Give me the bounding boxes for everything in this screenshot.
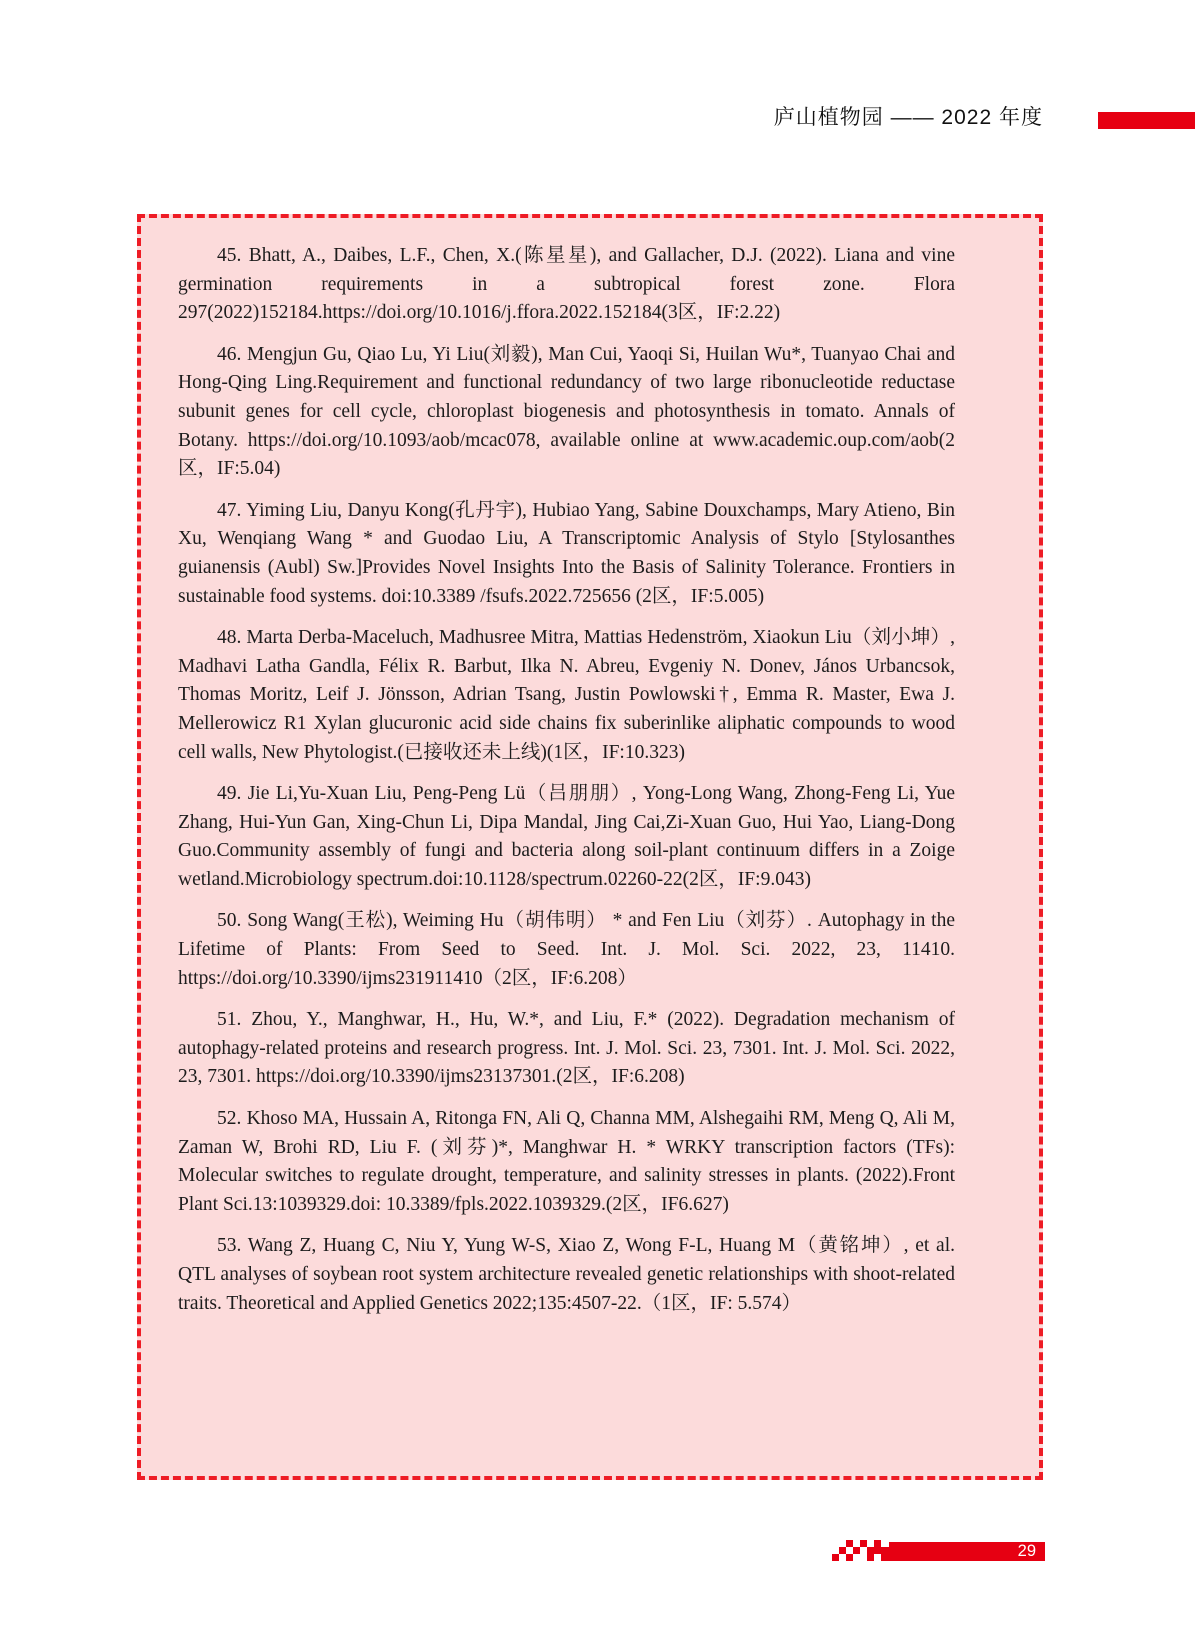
reference-item-49: 49. Jie Li,Yu-Xuan Liu, Peng-Peng Lü（吕朋朋）, Yong-Long Wang, Zhong-Feng Li, Yue Zhang, Hui-Yun Gan, Xing-Chun Li, Dipa Mandal, Jing Cai,Zi-Xuan Guo, Hui Yao, Liang-Dong Guo.Community assembly of fungi and bacteria along soil-plant continuum differs in a Zoige wetland.Microbiology spectrum.doi:10.1128/spectrum.02260-22(2区，IF:9.043) [178, 783, 955, 890]
reference-item-48: 48. Marta Derba-Maceluch, Madhusree Mitra, Mattias Hedenström, Xiaokun Liu（刘小坤）, Madhavi Latha Gandla, Félix R. Barbut, Ilka N. Abreu, Evgeniy N. Donev, János Urbancsok, Thomas Moritz, Leif J. Jönsson, Adrian Tsang, Justin Powlowski†, Emma R. Master, Ewa J. Mellerowicz R1 Xylan glucuronic acid side chains fix suberinlike aliphatic compounds to wood cell walls, New Phytologist.(已接收还未上线)(1区，IF:10.323) [178, 627, 955, 763]
reference-item-46: 46. Mengjun Gu, Qiao Lu, Yi Liu(刘毅), Man Cui, Yaoqi Si, Huilan Wu*, Tuanyao Chai and Hong-Qing Ling.Requirement and functional redundancy of two large ribonucleotide reductase subunit genes for cell cycle, chloroplast biogenesis and photosynthesis in tomato. Annals of Botany. https://doi.org/10.1093/aob/mcac078, available online at www.academic.oup.com/aob(2区，IF:5.04) [178, 343, 955, 480]
page-number-bar [889, 1542, 1045, 1561]
reference-item-50: 50. Song Wang(王松), Weiming Hu（胡伟明） * and Fen Liu（刘芬）. Autophagy in the Lifetime of Plants: From Seed to Seed. Int. J. Mol. Sci. 2022, 23, 11410. https://doi.org/10.3390/ijms231911410（2区，IF:6.208） [178, 910, 955, 989]
publication-list-panel [137, 214, 1043, 1480]
reference-item-52: 52. Khoso MA, Hussain A, Ritonga FN, Ali Q, Channa MM, Alshegaihi RM, Meng Q, Ali M, Zaman W, Brohi RD, Liu F. (刘芬)*, Manghwar H. * WRKY transcription factors (TFs): Molecular switches to regulate drought, temperature, and salinity stresses in plants. (2022).Front Plant Sci.13:1039329.doi: 10.3389/fpls.2022.1039329.(2区，IF6.627) [178, 1108, 955, 1215]
pixel-mosaic-icon [832, 1540, 889, 1562]
header-title: 庐山植物园 —— 2022 年度 [773, 106, 1043, 129]
header-red-bar [1098, 112, 1195, 129]
page-number: 29 [1017, 1542, 1036, 1560]
page-footer [0, 1538, 1200, 1566]
reference-item-45: 45. Bhatt, A., Daibes, L.F., Chen, X.(陈星星), and Gallacher, D.J. (2022). Liana and vine germination requirements in a subtropical forest zone. Flora 297(2022)152184.https://doi.org/10.1016/j.ffora.2022.152184(3区，IF:2.22) [178, 245, 955, 324]
reference-item-53: 53. Wang Z, Huang C, Niu Y, Yung W-S, Xiao Z, Wong F-L, Huang M（黄铭坤）, et al. QTL analyses of soybean root system architecture revealed genetic relationships with shoot-related traits. Theoretical and Applied Genetics 2022;135:4507-22.（1区，IF: 5.574） [178, 1235, 955, 1314]
reference-item-47: 47. Yiming Liu, Danyu Kong(孔丹宇), Hubiao Yang, Sabine Douxchamps, Mary Atieno, Bin Xu, Wenqiang Wang * and Guodao Liu, A Transcriptomic Analysis of Stylo [Stylosanthes guianensis (Aubl) Sw.]Provides Novel Insights Into the Basis of Salinity Tolerance. Frontiers in sustainable food systems. doi:10.3389 /fsufs.2022.725656 (2区，IF:5.005) [178, 499, 955, 607]
reference-item-51: 51. Zhou, Y., Manghwar, H., Hu, W.*, and Liu, F.* (2022). Degradation mechanism of autophagy-related proteins and research progress. Int. J. Mol. Sci. 23, 7301. Int. J. Mol. Sci. 2022, 23, 7301. https://doi.org/10.3390/ijms23137301.(2区，IF:6.208) [178, 1009, 955, 1088]
